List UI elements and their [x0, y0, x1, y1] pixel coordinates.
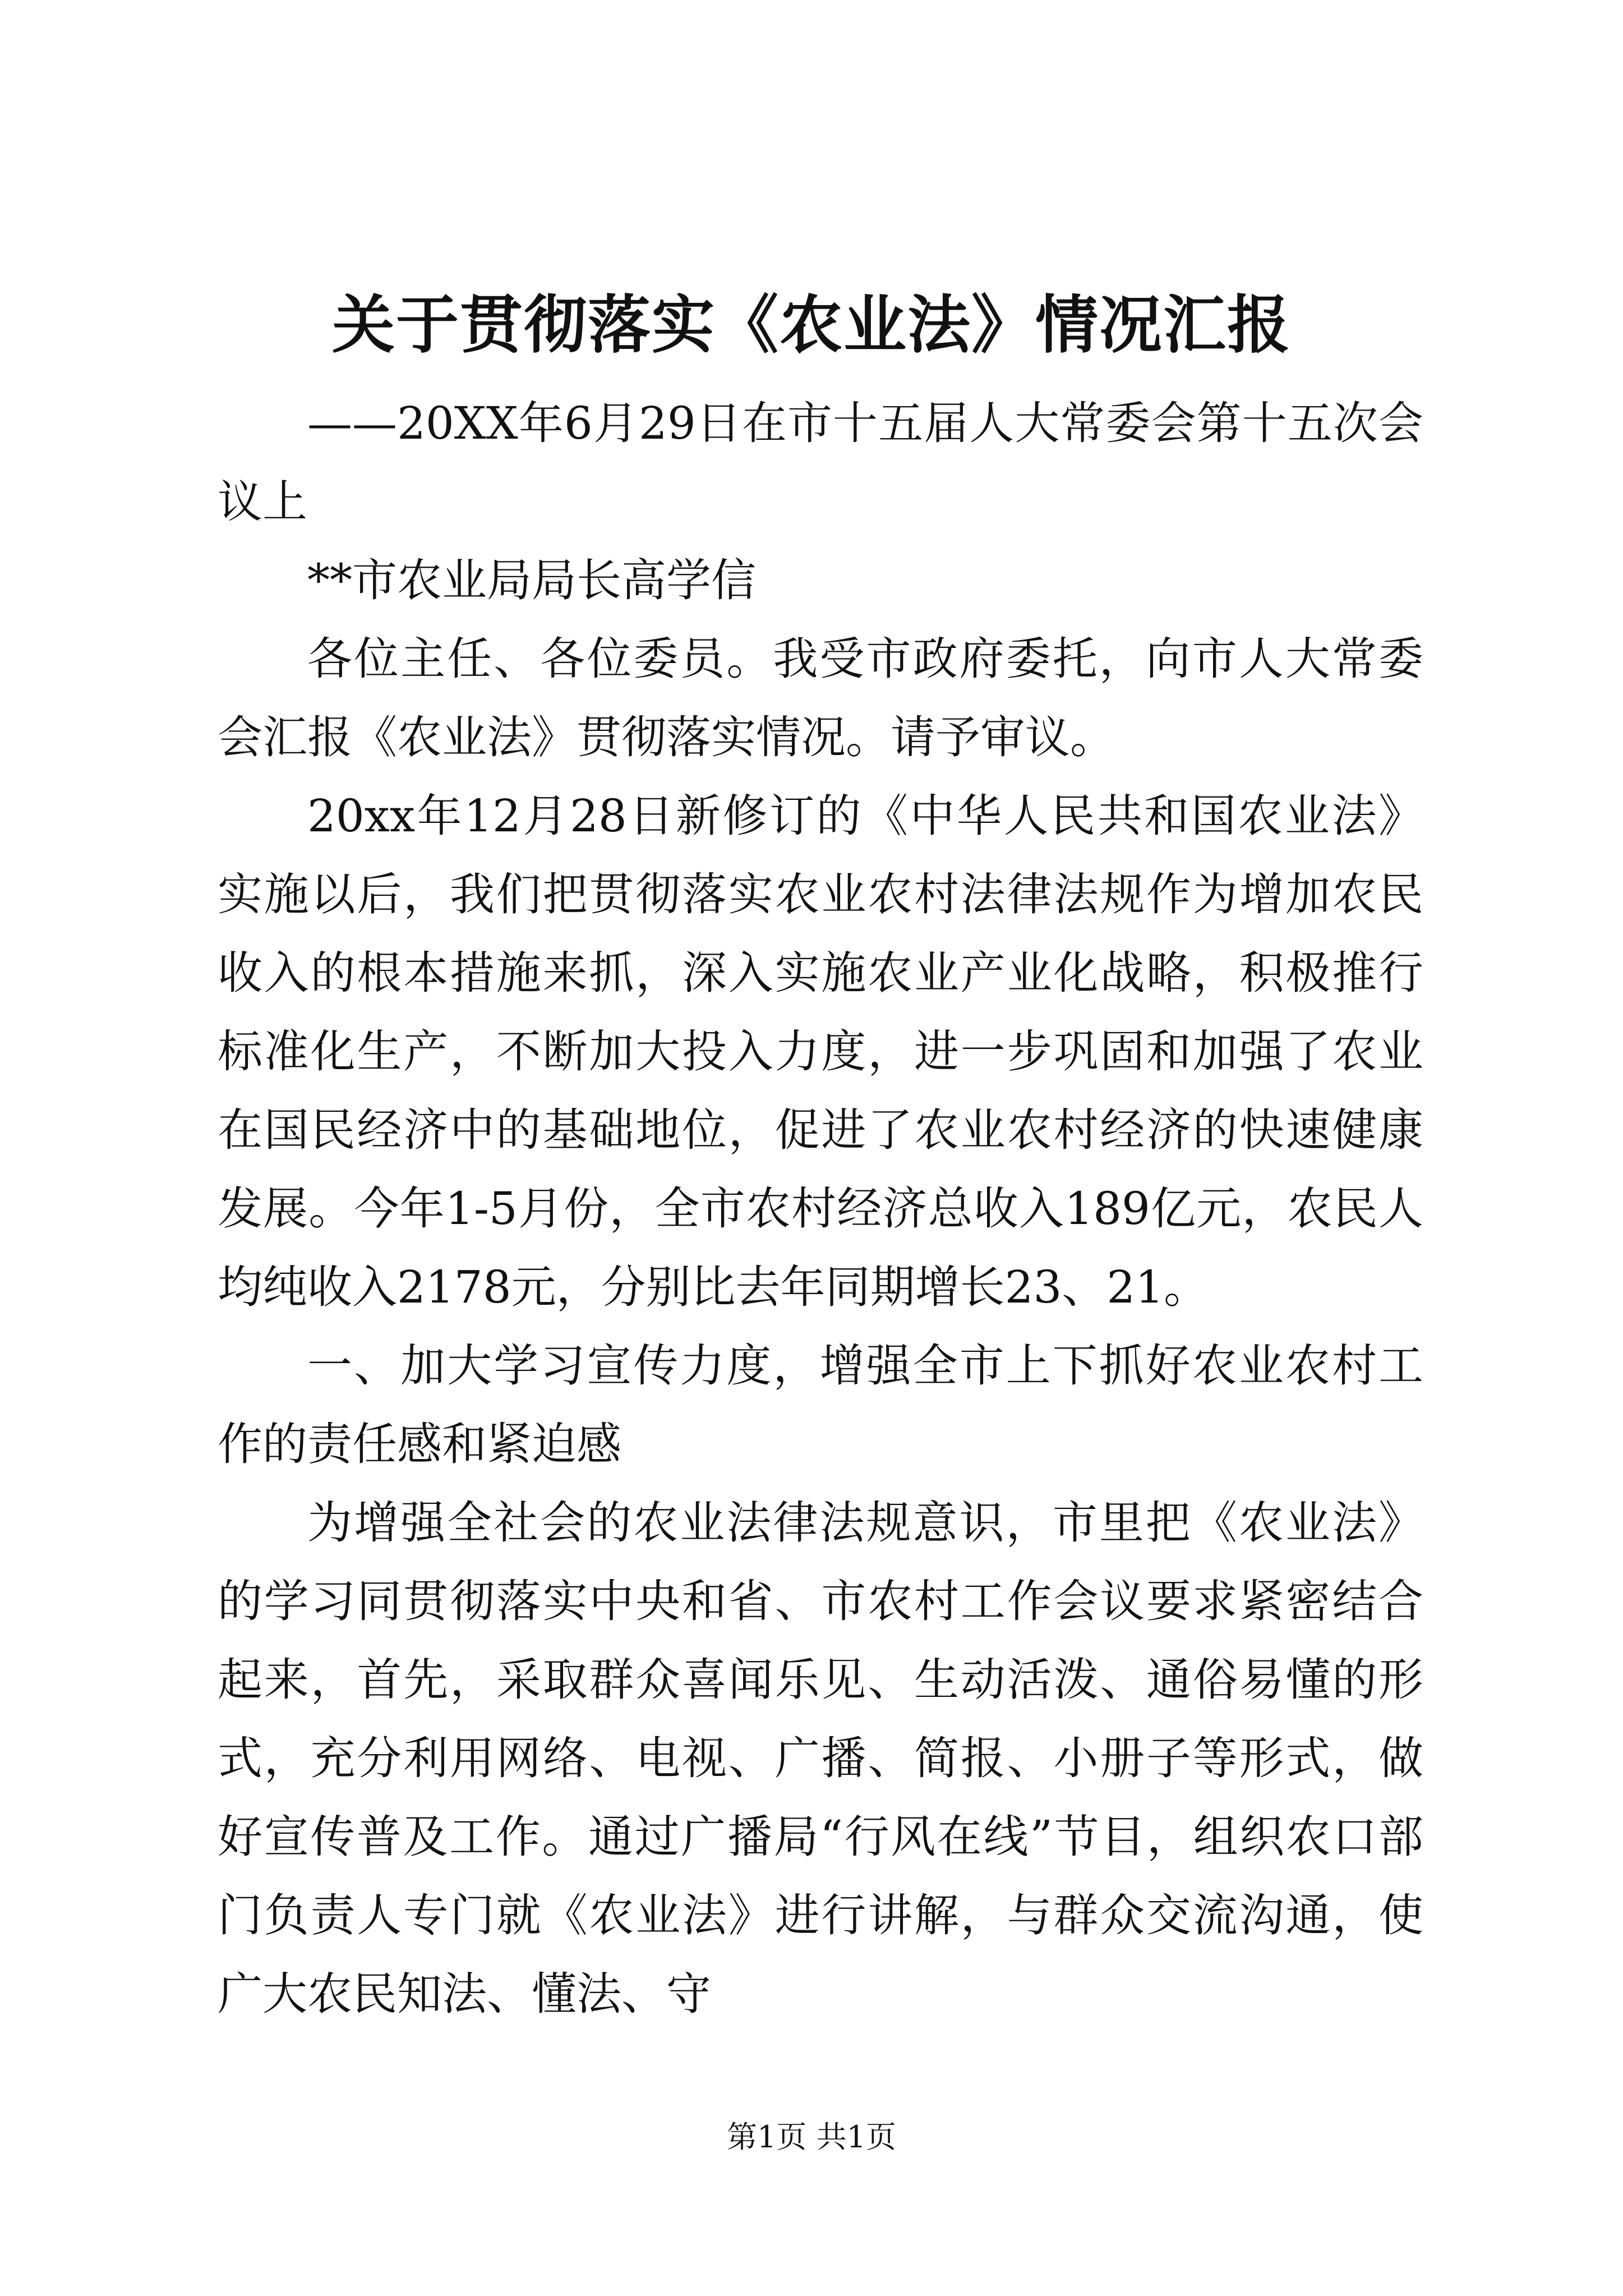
document-body: [218, 384, 1423, 2033]
page-footer: 第1页 共1页: [727, 2119, 896, 2155]
section-1-paragraph: 为增强全社会的农业法律法规意识，市里把《农业法》的学习同贯彻落实中央和省、市农村工作会议要求紧密结合起来，首先，采取群众喜闻乐见、生动活泼、通俗易懂的形式，充分利用网络、电视、广播、简报、小册子等形式，做好宣传普及工作。通过广播局“行风在线”节目，组织农口部门负责人专门就《农业法》进行讲解，与群众交流沟通，使广大农民知法、懂法、守: [218, 1497, 1423, 2020]
document-title: 关于贯彻落实《农业法》情况汇报: [332, 288, 1291, 362]
section-heading-1: 一、加大学习宣传力度，增强全市上下抓好农业农村工作的责任感和紧迫感: [218, 1340, 1423, 1470]
subtitle-paragraph: ——20XX年6月29日在市十五届人大常委会第十五次会议上: [218, 397, 1423, 528]
opening-paragraph: 各位主任、各位委员。我受市政府委托，向市人大常委会汇报《农业法》贯彻落实情况。请予审议。: [218, 633, 1423, 763]
overview-paragraph: 20xx年12月28日新修订的《中华人民共和国农业法》实施以后，我们把贯彻落实农业农村法律法规作为增加农民收入的根本措施来抓，深入实施农业产业化战略，积极推行标准化生产，不断加大投入力度，进一步巩固和加强了农业在国民经济中的基础地位，促进了农业农村经济的快速健康发展。今年1-5月份，全市农村经济总收入189亿元，农民人均纯收入2178元，分别比去年同期增长23、21。: [218, 790, 1423, 1313]
author-line: **市农业局局长高学信: [307, 554, 756, 606]
